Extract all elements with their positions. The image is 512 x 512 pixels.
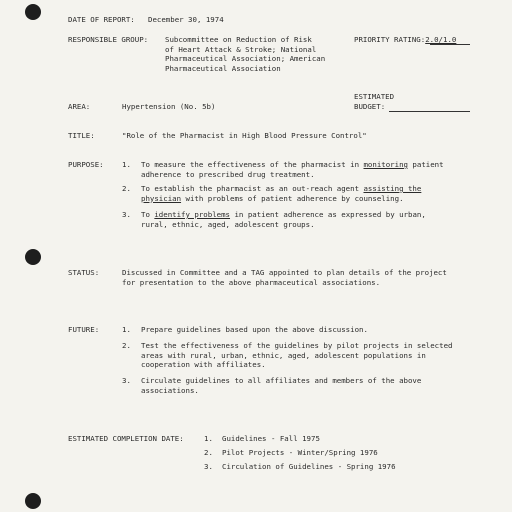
date-label: DATE OF REPORT:	[68, 15, 135, 24]
punch-hole-top	[25, 4, 41, 20]
purpose-item-number: 1.	[122, 160, 131, 169]
group-line: Pharmaceutical Association	[165, 63, 281, 73]
date-value: December 30, 1974	[148, 15, 224, 24]
future-item-number: 1.	[122, 325, 131, 334]
group-line: Pharmaceutical Association; American	[165, 54, 326, 64]
purpose-item-2-line-2: physician with problems of patient adherence by counseling.	[141, 193, 404, 203]
future-item-number: 2.	[122, 341, 131, 350]
group-line: of Heart Attack & Stroke; National	[165, 44, 317, 54]
future-item-line: associations.	[141, 385, 199, 395]
status-line: for presentation to the above pharmaceutical associations.	[122, 277, 381, 287]
purpose-item-3-line-2: rural, ethnic, aged, adolescent groups.	[141, 219, 315, 229]
purpose-item-number: 3.	[122, 210, 131, 219]
completion-item: Circulation of Guidelines - Spring 1976	[222, 462, 396, 471]
purpose-item-1-line-2: adherence to prescribed drug treatment.	[141, 169, 315, 179]
purpose-item-1-line-1: To measure the effectiveness of the pharmacist in monitoring patient	[141, 160, 444, 169]
future-item-line: Prepare guidelines based upon the above discussion.	[141, 325, 368, 334]
purpose-item-3-line-1: To identify problems in patient adherence as expressed by urban,	[141, 210, 426, 219]
status-label: STATUS:	[68, 268, 100, 277]
budget-label: BUDGET:	[354, 102, 386, 111]
title-label: TITLE:	[68, 131, 95, 140]
completion-item-number: 3.	[204, 462, 213, 471]
future-item-line: Circulate guidelines to all affiliates and members of the above	[141, 376, 422, 385]
priority-value: 2.0/1.0	[425, 35, 457, 44]
area-value: Hypertension (No. 5b)	[122, 102, 216, 111]
purpose-item-number: 2.	[122, 184, 131, 193]
title-value: "Role of the Pharmacist in High Blood Pressure Control"	[122, 131, 367, 140]
completion-item: Guidelines - Fall 1975	[222, 434, 320, 443]
completion-item: Pilot Projects - Winter/Spring 1976	[222, 448, 378, 457]
budget-label-top: ESTIMATED	[354, 92, 395, 101]
status-line: Discussed in Committee and a TAG appointed to plan details of the project	[122, 268, 447, 277]
future-label: FUTURE:	[68, 325, 100, 334]
completion-item-number: 2.	[204, 448, 213, 457]
group-label: RESPONSIBLE GROUP:	[68, 35, 149, 44]
future-item-line: Test the effectiveness of the guidelines by pilot projects in selected	[141, 341, 453, 350]
purpose-label: PURPOSE:	[68, 160, 104, 169]
budget-underline	[389, 111, 470, 112]
punch-hole-bottom	[25, 493, 41, 509]
group-line: Subcommittee on Reduction of Risk	[165, 35, 312, 44]
punch-hole-middle	[25, 249, 41, 265]
future-item-line: cooperation with affiliates.	[141, 360, 266, 370]
completion-label: ESTIMATED COMPLETION DATE:	[68, 434, 184, 443]
area-label: AREA:	[68, 102, 91, 111]
priority-underline	[430, 44, 470, 45]
priority-label: PRIORITY RATING:2.0/1.0	[354, 35, 457, 44]
future-item-number: 3.	[122, 376, 131, 385]
completion-item-number: 1.	[204, 434, 213, 443]
future-item-line: areas with rural, urban, ethnic, aged, adolescent populations in	[141, 350, 426, 360]
purpose-item-2-line-1: To establish the pharmacist as an out-reach agent assisting the	[141, 184, 422, 193]
